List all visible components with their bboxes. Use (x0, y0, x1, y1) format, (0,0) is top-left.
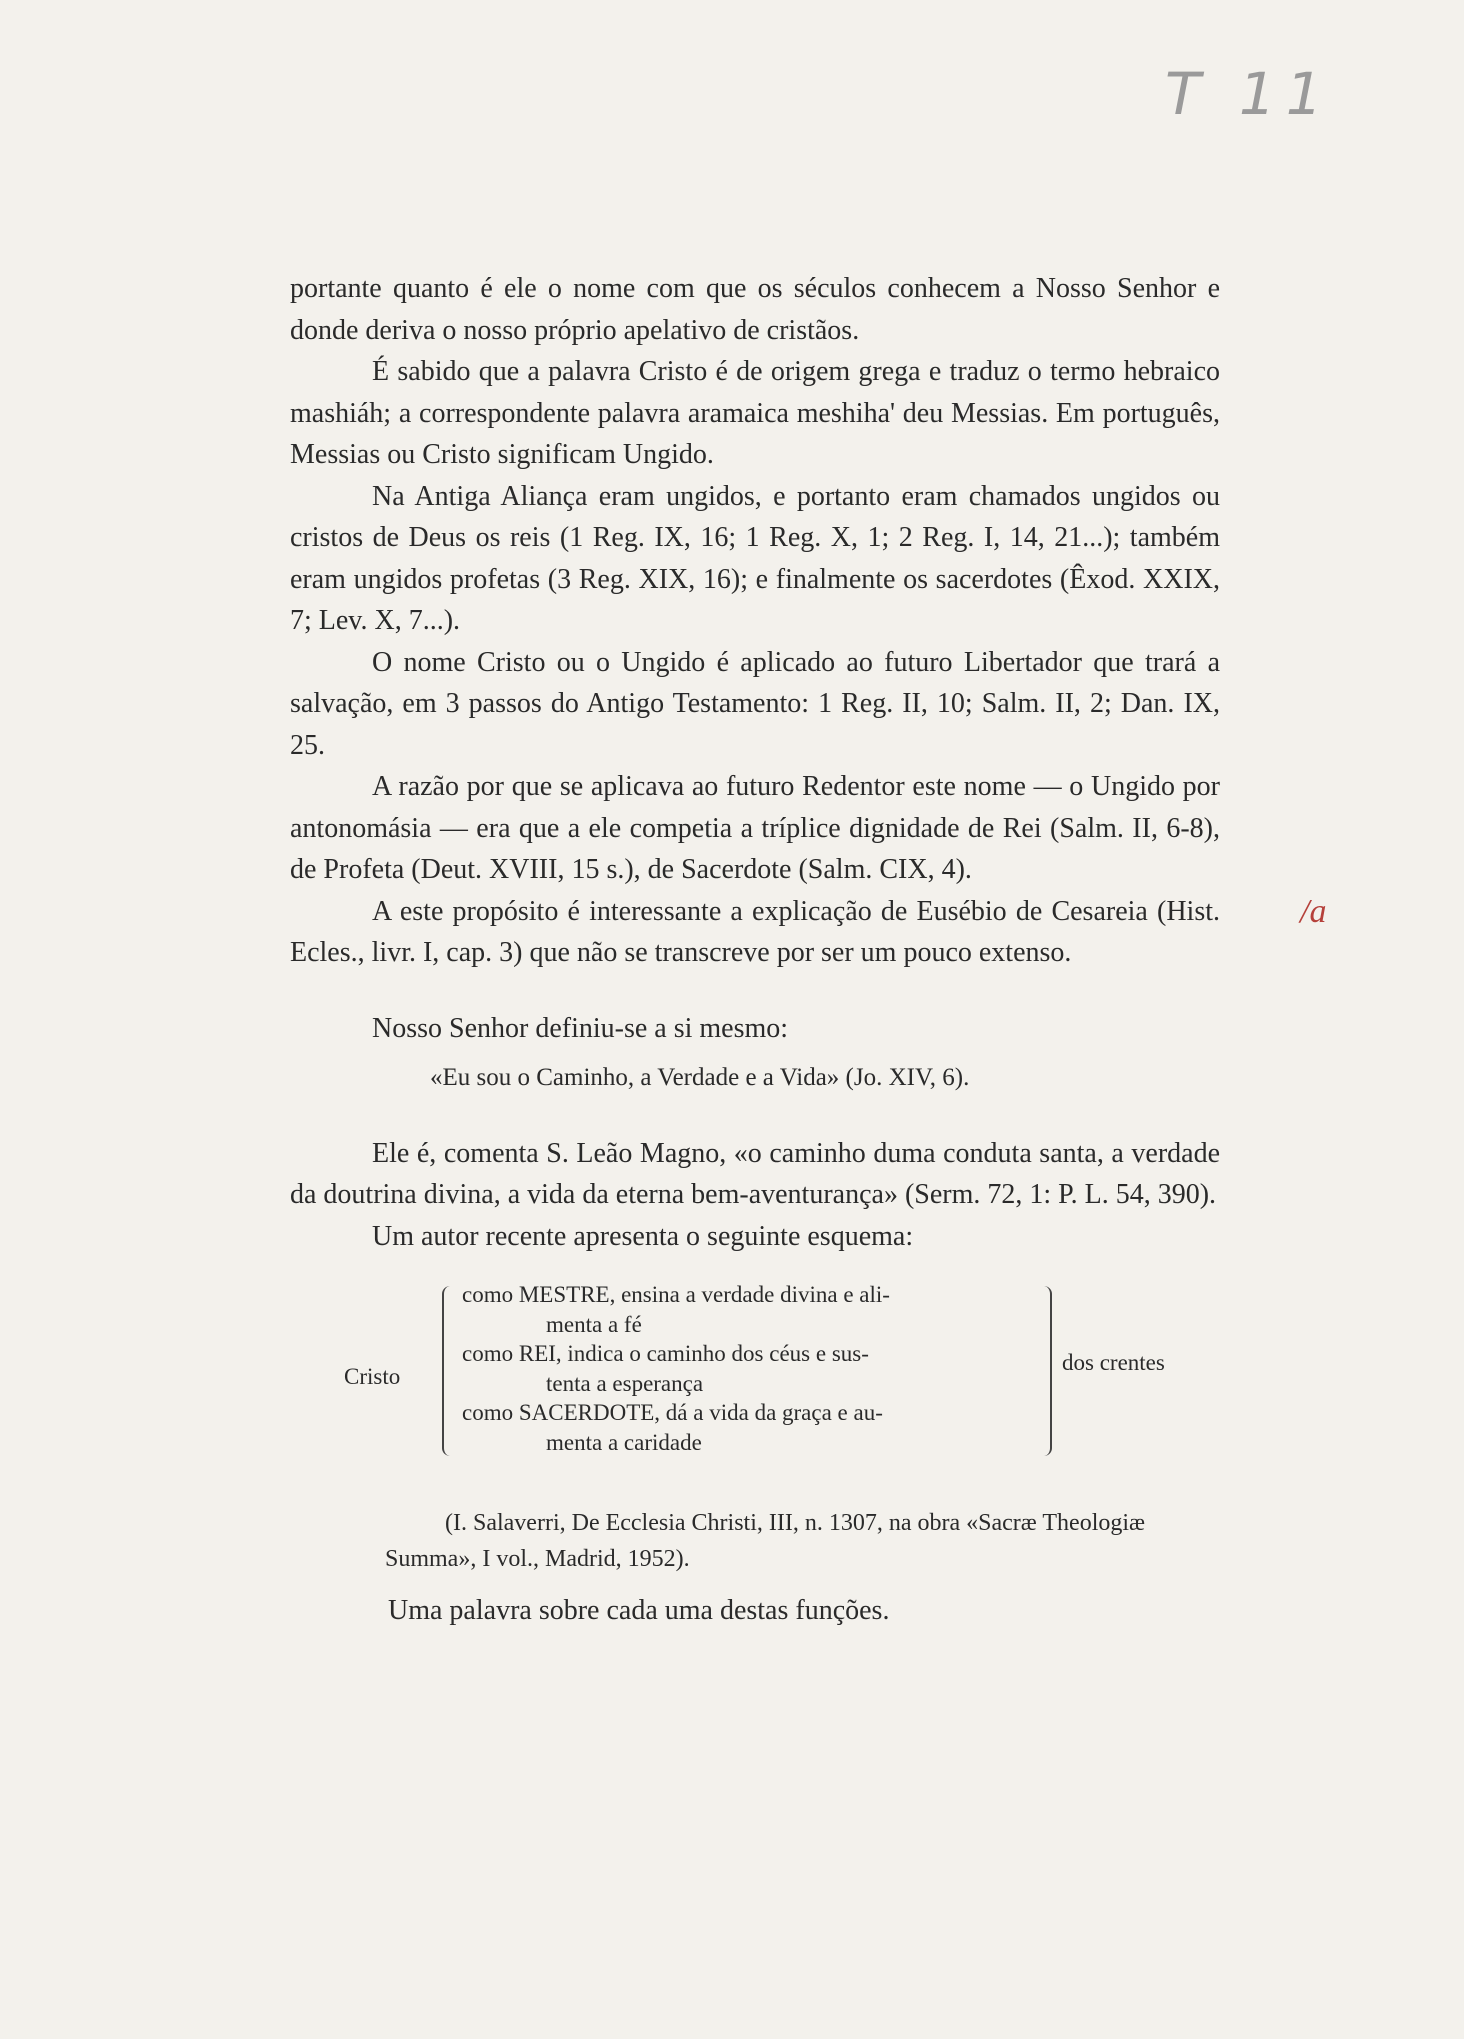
paragraph: Ele é, comenta S. Leão Magno, «o caminho duma conduta santa, a verdade da doutrina divina, a vida da eterna bem-aventurança» (Serm. 72, 1: P. L. 54, 390). (290, 1137, 1220, 1210)
pencil-page-note: T 11 (1165, 60, 1333, 128)
paragraph: O nome Cristo ou o Ungido é aplicado ao futuro Libertador que trará a salvação, em 3 passos do Antigo Testamento: 1 Reg. II, 10; Salm. II, 2; Dan. IX, 25. (290, 646, 1220, 761)
paragraph: A razão por que se aplicava ao futuro Redentor este nome — o Ungido por antonomásia — era que a ele competia a tríplice dignidade de Rei (Salm. II, 6-8), de Profeta (Deut. XVIII, 15 s.), de Sacerdote (Salm. CIX, 4). (290, 771, 1220, 885)
scheme-item: como SACERDOTE, dá a vida da graça e au- menta a caridade (462, 1400, 883, 1455)
scheme-left-label: Cristo (344, 1364, 401, 1389)
margin-correction-mark: /a (1300, 893, 1327, 930)
paragraph: portante quanto é ele o nome com que os séculos conhecem a Nosso Senhor e donde deriva o nosso próprio apelativo de cristãos. (290, 273, 1220, 346)
right-brace (1040, 1286, 1052, 1456)
scheme-item: como MESTRE, ensina a verdade divina e ali- menta a fé (462, 1282, 890, 1337)
body-text (290, 268, 1220, 1257)
scheme-right-label: dos crentes (1062, 1350, 1165, 1375)
paragraph: Um autor recente apresenta o seguinte esquema: (372, 1220, 914, 1252)
paragraph: A este propósito é interessante a explicação de Eusébio de Cesareia (Hist. Ecles., livr. I, cap. 3) que não se transcreve por ser um pouco extenso. (290, 895, 1220, 968)
scripture-quote: «Eu sou o Caminho, a Verdade e a Vida» (Jo. XIV, 6). (430, 1064, 970, 1091)
paragraph: Na Antiga Aliança eram ungidos, e portanto eram chamados ungidos ou cristos de Deus os reis (1 Reg. IX, 16; 1 Reg. X, 1; 2 Reg. I, 14, 21...); também eram ungidos profetas (3 Reg. XIX, 16); e finalmente os sacerdotes (Êxod. XXIX, 7; Lev. X, 7...). (290, 480, 1220, 636)
left-brace (442, 1286, 454, 1456)
paragraph: Nosso Senhor definiu-se a si mesmo: (372, 1012, 789, 1044)
paragraph: É sabido que a palavra Cristo é de origem grega e traduz o termo hebraico mashiáh; a correspondente palavra aramaica meshiha' deu Messias. Em português, Messias ou Cristo significam Ungido. (290, 356, 1220, 470)
scheme-item: como REI, indica o caminho dos céus e sus- tenta a esperança (462, 1341, 869, 1396)
christ-scheme (340, 1280, 1240, 1470)
closing-line: Uma palavra sobre cada uma destas funções. (388, 1595, 890, 1626)
scheme-items (462, 1280, 1032, 1457)
citation: (I. Salaverri, De Ecclesia Christi, III, n. 1307, na obra «Sacræ Theologiæ Summa», I vol., Madrid, 1952). (385, 1510, 1146, 1572)
